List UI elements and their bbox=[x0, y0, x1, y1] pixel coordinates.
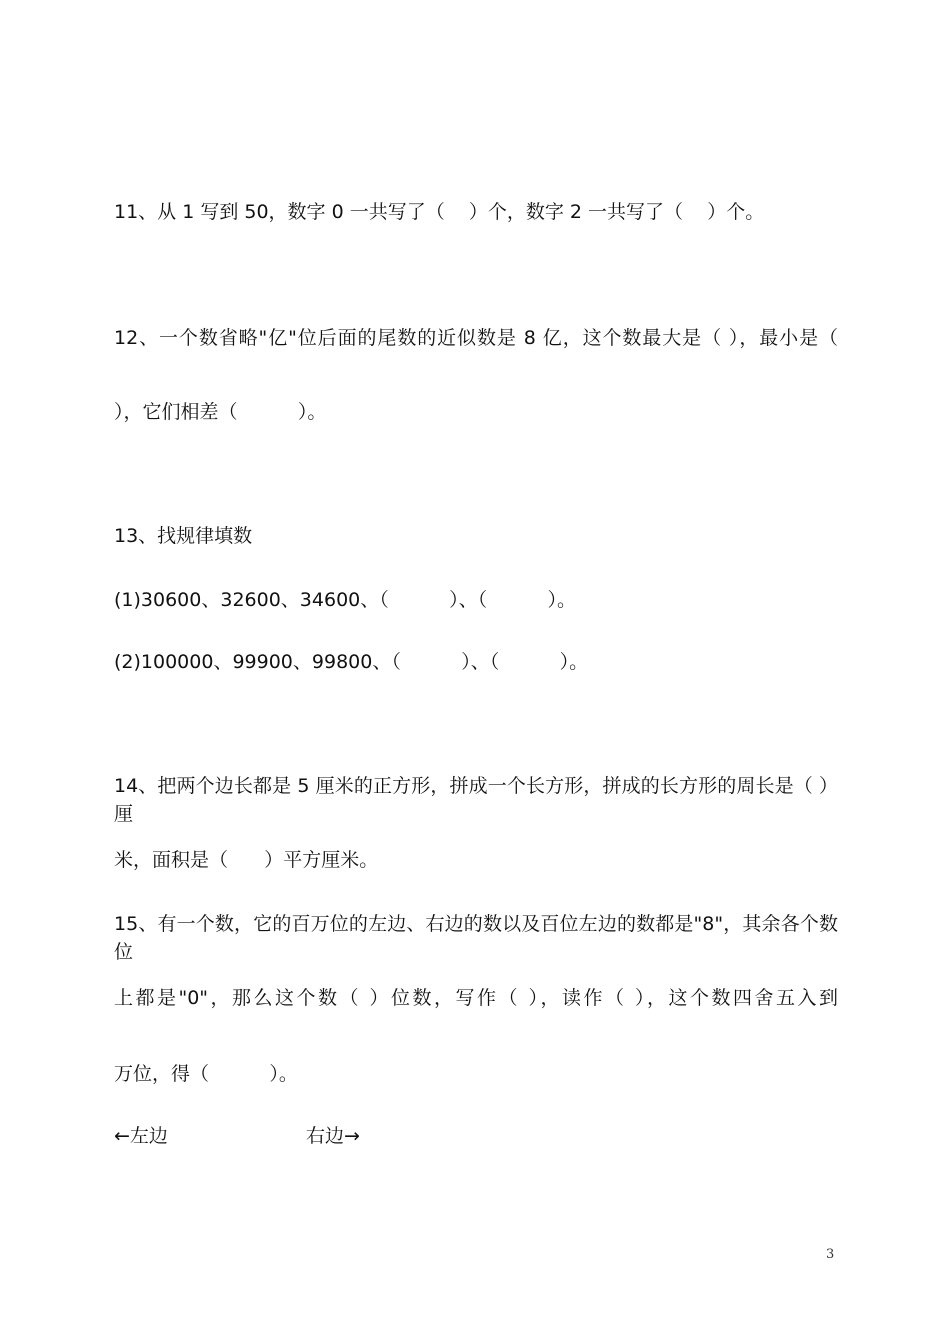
question-13-title: 13、找规律填数 bbox=[114, 525, 253, 547]
question-15-line-2: 上都是"0"，那么这个数（ ）位数，写作（ ），读作（ ），这个数四舍五入到 bbox=[114, 987, 838, 1009]
question-12-line-2: ），它们相差（ ）。 bbox=[114, 401, 327, 423]
right-side-label: 右边→ bbox=[306, 1125, 360, 1147]
question-15-line-3: 万位，得（ ）。 bbox=[114, 1063, 298, 1085]
question-14-line-2: 米，面积是（ ）平方厘米。 bbox=[114, 849, 379, 871]
page-number: 3 bbox=[826, 1247, 835, 1262]
question-13-item-1: (1)30600、32600、34600、（ ）、（ ）。 bbox=[114, 589, 577, 611]
question-13-item-2: (2)100000、99900、99800、（ ）、（ ）。 bbox=[114, 651, 589, 673]
question-14-line-1: 14、把两个边长都是 5 厘米的正方形，拼成一个长方形，拼成的长方形的周长是（ ）厘 bbox=[114, 775, 838, 825]
left-side-label: ←左边 bbox=[114, 1125, 168, 1147]
question-11-line-1: 11、从 1 写到 50，数字 0 一共写了（ ）个，数字 2 一共写了（ ）个。 bbox=[114, 201, 765, 223]
question-15-line-1: 15、有一个数，它的百万位的左边、右边的数以及百位左边的数都是"8"，其余各个数位 bbox=[114, 913, 838, 963]
question-12-line-1: 12、一个数省略"亿"位后面的尾数的近似数是 8 亿，这个数最大是（ ），最小是（ bbox=[114, 327, 838, 349]
